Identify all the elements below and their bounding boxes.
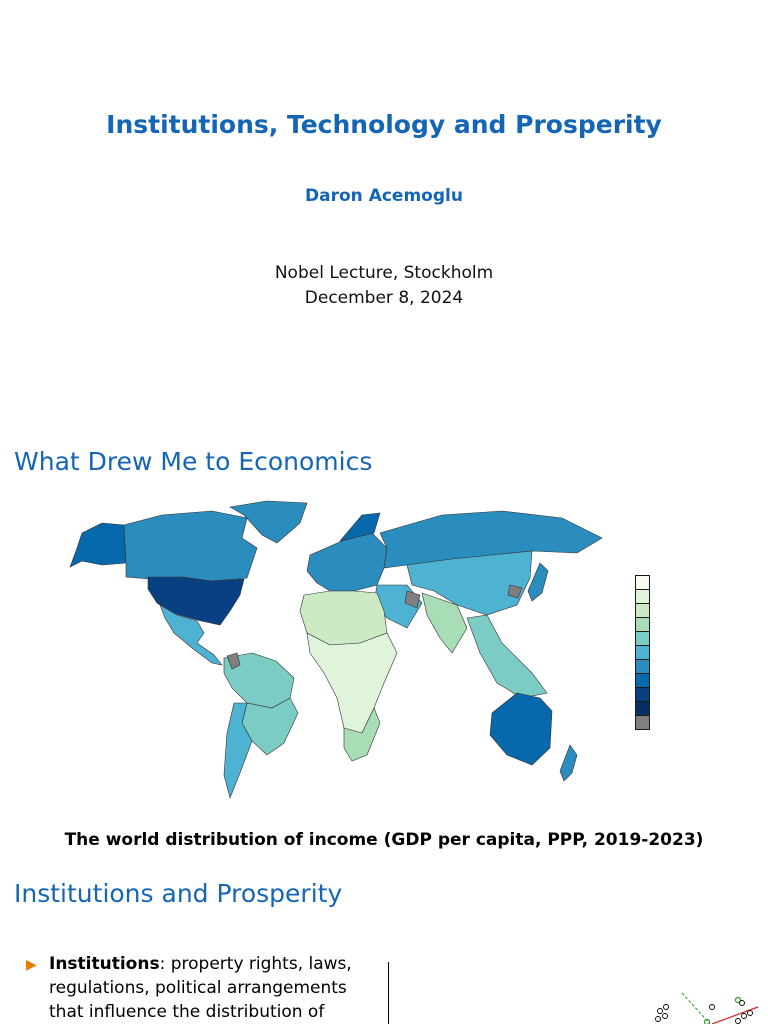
bullet-term: Institutions bbox=[49, 954, 160, 974]
venue-line: Nobel Lecture, Stockholm bbox=[274, 263, 494, 283]
bullet-list bbox=[26, 952, 366, 1024]
legend-swatch bbox=[635, 673, 650, 688]
venue-block bbox=[0, 261, 768, 311]
column-divider bbox=[388, 962, 389, 1024]
region-alaska bbox=[70, 523, 126, 567]
legend-swatch bbox=[635, 659, 650, 674]
scatter-plot-fragment bbox=[640, 985, 768, 1024]
region-new-zealand bbox=[560, 745, 577, 781]
world-map-graphic bbox=[62, 493, 612, 805]
map-legend bbox=[635, 576, 650, 730]
region-usa bbox=[148, 577, 244, 625]
legend-swatch bbox=[635, 701, 650, 716]
world-income-map bbox=[62, 493, 612, 805]
bullet-text-rest: : property rights, laws, bbox=[159, 954, 352, 974]
author-name: Daron Acemoglu bbox=[305, 186, 463, 206]
region-canada bbox=[124, 511, 257, 581]
legend-swatch bbox=[635, 603, 650, 618]
legend-swatch bbox=[635, 645, 650, 660]
bullet-text bbox=[49, 952, 366, 1024]
legend-swatch bbox=[635, 617, 650, 632]
frame-title-economics: What Drew Me to Economics bbox=[14, 447, 373, 476]
region-se-asia bbox=[467, 615, 547, 698]
date-line: December 8, 2024 bbox=[304, 288, 464, 308]
legend-swatch bbox=[635, 575, 650, 590]
bullet-item bbox=[26, 952, 366, 1024]
bullet-line-2: regulations, political arrangements bbox=[49, 978, 347, 998]
frame-title-institutions: Institutions and Prosperity bbox=[14, 879, 343, 908]
region-japan bbox=[528, 563, 548, 601]
map-caption: The world distribution of income (GDP per capita, PPP, 2019-2023) bbox=[64, 830, 704, 850]
bullet-line-3: that influence the distribution of bbox=[49, 1002, 325, 1022]
legend-swatch bbox=[635, 715, 650, 730]
legend-swatch bbox=[635, 631, 650, 646]
region-australia bbox=[490, 693, 552, 765]
triangle-bullet-icon: ▶ bbox=[26, 957, 37, 973]
slide-title: Institutions, Technology and Prosperity bbox=[106, 110, 662, 139]
legend-swatch bbox=[635, 687, 650, 702]
legend-swatch bbox=[635, 589, 650, 604]
region-europe bbox=[307, 533, 387, 591]
